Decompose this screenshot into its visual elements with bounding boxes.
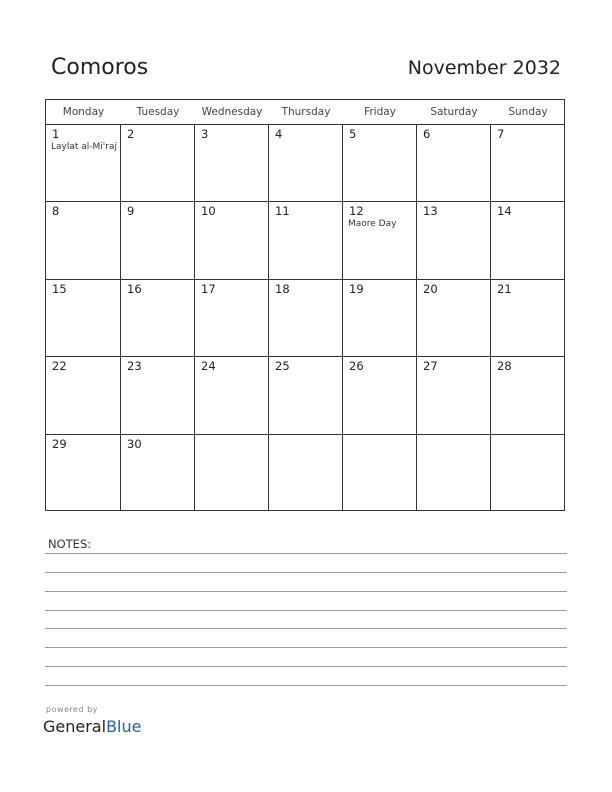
- day-cell: [491, 279, 565, 356]
- day-cell: [343, 279, 417, 356]
- day-cell: [195, 356, 269, 433]
- day-number: 27: [423, 359, 438, 374]
- day-number: 12: [349, 204, 364, 219]
- day-cell: [269, 434, 343, 511]
- day-number: 28: [497, 359, 512, 374]
- notes-line: [45, 647, 567, 648]
- day-cell: [195, 124, 269, 201]
- generalblue-logo: [43, 717, 141, 736]
- day-cell: [491, 356, 565, 433]
- day-number: 9: [127, 204, 135, 219]
- day-cell: [121, 434, 195, 511]
- notes-line: [45, 610, 567, 611]
- weekday-friday: Friday: [364, 106, 396, 118]
- weekday-header-row: [46, 100, 564, 125]
- calendar-title: Comoros: [51, 55, 149, 80]
- day-cell: [195, 279, 269, 356]
- notes-label: NOTES:: [48, 537, 92, 551]
- day-number: 24: [201, 359, 216, 374]
- day-cell: [417, 434, 491, 511]
- day-cell: [269, 356, 343, 433]
- day-number: 25: [275, 359, 290, 374]
- brand-blue: Blue: [106, 717, 142, 736]
- day-cell: [269, 124, 343, 201]
- brand-general: General: [43, 717, 107, 736]
- day-cell: [46, 124, 121, 201]
- holiday-label: Maore Day: [348, 219, 397, 230]
- day-number: 3: [201, 127, 209, 141]
- calendar-grid: [45, 99, 565, 511]
- day-number: 15: [52, 281, 67, 296]
- day-number: 21: [497, 281, 512, 296]
- notes-line: [45, 628, 567, 629]
- day-number: 11: [275, 204, 290, 219]
- weekday-tuesday: Tuesday: [136, 106, 180, 118]
- day-number: 14: [497, 204, 512, 219]
- day-cell: [195, 201, 269, 278]
- day-number: 30: [127, 436, 142, 451]
- day-cell: [269, 279, 343, 356]
- weekday-thursday: Thursday: [281, 106, 331, 118]
- day-cell: [121, 124, 195, 201]
- powered-by-text: powered by: [46, 705, 98, 714]
- weekday-monday: Monday: [62, 106, 105, 118]
- day-cell: [417, 201, 491, 278]
- notes-line: [45, 591, 567, 592]
- day-number: 19: [349, 281, 364, 296]
- notes-line: [45, 666, 567, 667]
- day-cell: [121, 201, 195, 278]
- day-cell: [46, 279, 121, 356]
- day-number: 16: [127, 281, 142, 296]
- day-cell: [417, 124, 491, 201]
- day-cell: [343, 356, 417, 433]
- day-cell: [195, 434, 269, 511]
- day-number: 29: [52, 436, 67, 451]
- day-number: 7: [497, 127, 505, 141]
- month-year: November 2032: [407, 57, 561, 79]
- day-number: 20: [423, 281, 438, 296]
- notes-line: [45, 572, 567, 573]
- day-number: 4: [275, 127, 283, 141]
- holiday-label: Laylat al-Mi'raj: [51, 142, 117, 152]
- day-number: 13: [423, 204, 438, 219]
- day-number: 1: [52, 127, 60, 141]
- notes-line: [45, 553, 567, 554]
- weekday-wednesday: Wednesday: [201, 106, 263, 118]
- day-cell: [121, 356, 195, 433]
- day-cell: [46, 356, 121, 433]
- day-cell: [46, 434, 121, 511]
- day-number: 26: [349, 359, 364, 374]
- day-cell: [417, 279, 491, 356]
- day-number: 5: [349, 127, 357, 141]
- day-number: 10: [201, 204, 216, 219]
- day-number: 23: [127, 359, 142, 374]
- day-cell: [491, 124, 565, 201]
- day-cell: [343, 201, 417, 278]
- day-cell: [491, 434, 565, 511]
- day-number: 2: [127, 127, 135, 141]
- day-number: 22: [52, 359, 67, 374]
- day-cell: [269, 201, 343, 278]
- notes-line: [45, 685, 567, 686]
- day-cell: [121, 279, 195, 356]
- day-cell: [343, 124, 417, 201]
- day-cell: [491, 201, 565, 278]
- day-grid: [46, 124, 564, 511]
- day-number: 8: [52, 204, 60, 219]
- weekday-sunday: Sunday: [508, 106, 548, 118]
- day-number: 17: [201, 281, 216, 296]
- weekday-saturday: Saturday: [430, 106, 478, 118]
- day-cell: [343, 434, 417, 511]
- day-cell: [46, 201, 121, 278]
- day-number: 6: [423, 127, 431, 141]
- day-number: 18: [275, 281, 290, 296]
- day-cell: [417, 356, 491, 433]
